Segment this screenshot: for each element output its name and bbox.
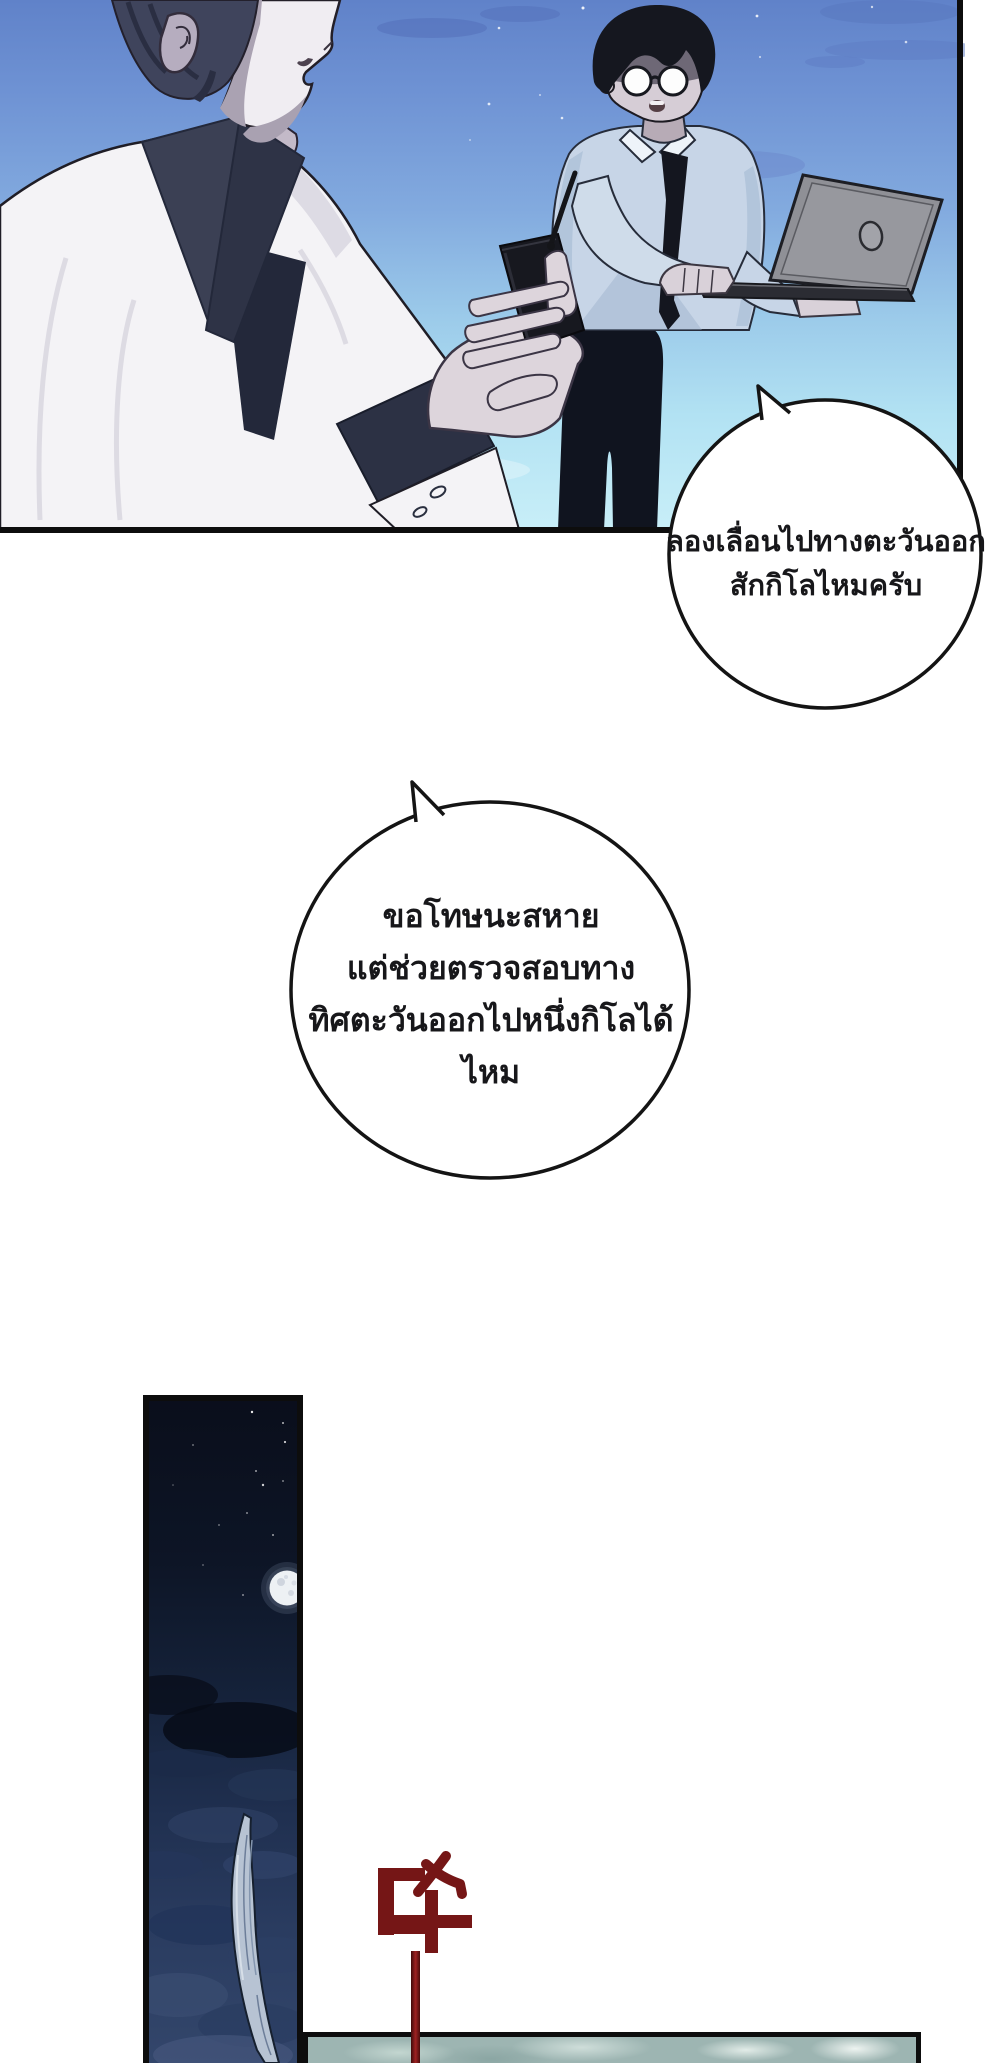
sfx-vertical-line: [411, 1951, 420, 2063]
bubble-line: ขอโทษนะสหาย: [382, 898, 600, 934]
glasses-right-lens: [659, 67, 687, 95]
bottom-panel: [303, 2032, 921, 2063]
speech-bubble-east-suggestion: [660, 380, 992, 716]
sfx-sound-effect: [368, 1848, 480, 1960]
night-panel: [143, 1395, 303, 2063]
bubble-line: ลองเลื่อนไปทางตะวันออก: [666, 526, 986, 558]
bubble-text-block: [660, 396, 992, 732]
bubble-line: แต่ช่วยตรวจสอบทาง: [346, 950, 636, 986]
speech-bubble-apology-request: [288, 776, 694, 1184]
bubble-line: ทิศตะวันออกไปหนึ่งกิโลได้ไหม: [308, 1002, 674, 1090]
night-panel-art: [143, 1395, 303, 2063]
bubble-text-block: [288, 790, 694, 1198]
glasses-left-lens: [623, 67, 651, 95]
sfx-glyph-strokes: [368, 1848, 480, 1960]
bubble-line: สักกิโลไหมครับ: [729, 570, 923, 602]
